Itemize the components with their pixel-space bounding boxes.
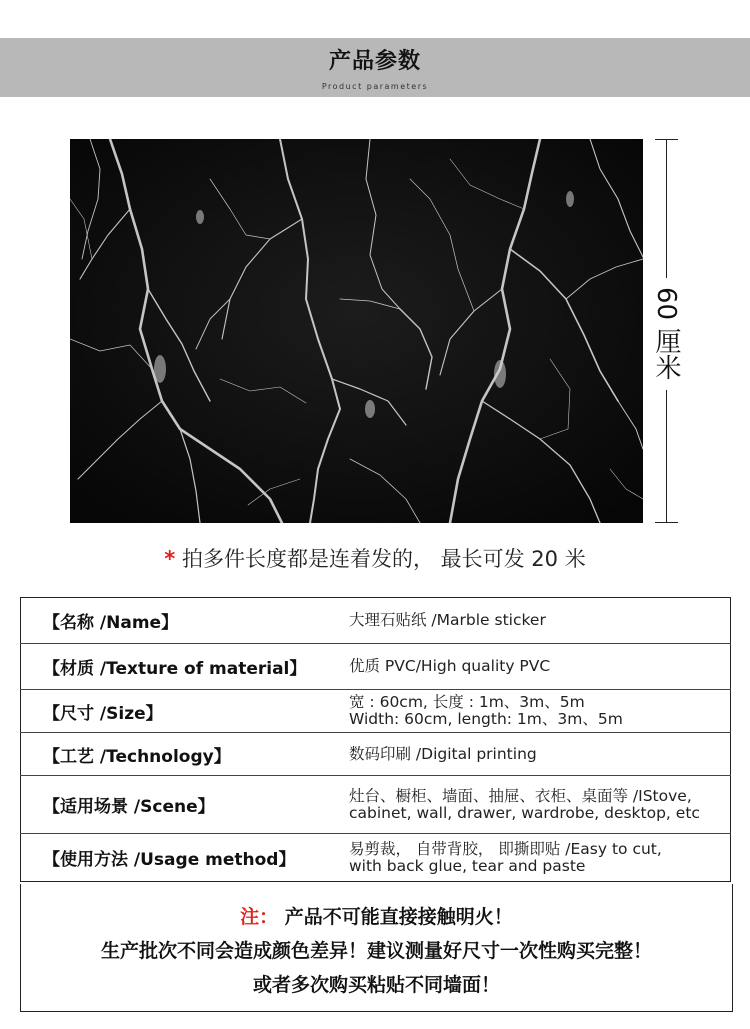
table-row [21,644,731,690]
spec-key: 【材质 /Texture of material】 [21,644,350,690]
spec-value-line: cabinet, wall, drawer, wardrobe, desktop, etc [349,803,700,822]
table-row [21,733,731,776]
warning-line-1 [21,902,732,929]
dimension-tick-top [655,139,678,140]
spec-value-line: 数码印刷 /Digital printing [349,744,537,763]
warning-prefix: 注： [240,906,279,928]
marble-sticker-image [70,139,643,523]
spec-value [349,733,731,776]
spec-key: 【工艺 /Technology】 [21,733,350,776]
note-asterisk: * [164,547,176,571]
dimension-tick-bottom [655,522,678,523]
table-row [21,776,731,834]
height-dimension-label: 60 厘米 [643,278,689,390]
spec-value [349,776,731,834]
section-title: 产品参数 [328,49,421,74]
table-row [21,834,731,882]
spec-table [20,597,731,882]
spec-value [349,598,731,644]
warning-line-2: 生产批次不同会造成颜色差异！建议测量好尺寸一次性购买完整！ [100,940,652,962]
warning-text-1: 产品不可能直接接触明火！ [278,906,513,928]
section-subtitle: Product parameters [321,82,429,91]
spec-value-line: 大理石贴纸 /Marble sticker [349,611,546,629]
spec-value-line: 优质 PVC/High quality PVC [349,657,551,675]
spec-value [349,644,731,690]
spec-key: 【尺寸 /Size】 [21,690,350,733]
spec-value-line: 灶台、橱柜、墙面、抽屉、衣柜、桌面等 /IStove, [349,786,692,805]
warning-box [20,884,733,1012]
spec-value-line: Width: 60cm, length: 1m、3m、5m [349,710,623,728]
spec-key: 【适用场景 /Scene】 [21,776,350,834]
shipping-note [0,543,750,573]
spec-key: 【使用方法 /Usage method】 [43,850,296,870]
spec-value [349,690,731,733]
spec-value-line: with back glue, tear and paste [349,856,586,875]
spec-value-line: 易剪裁， 自带背胶， 即撕即贴 /Easy to cut, [349,839,662,858]
table-row [21,598,731,644]
warning-line-3: 或者多次购买粘贴不同墙面！ [252,974,500,996]
spec-key: 【名称 /Name】 [21,598,350,644]
note-text: 拍多件长度都是连着发的， 最长可发 20 米 [175,547,586,571]
spec-value [349,834,731,882]
section-header [0,38,750,97]
spec-value-line: 宽 : 60cm, 长度 : 1m、3m、5m [349,693,585,711]
table-row [21,690,731,733]
